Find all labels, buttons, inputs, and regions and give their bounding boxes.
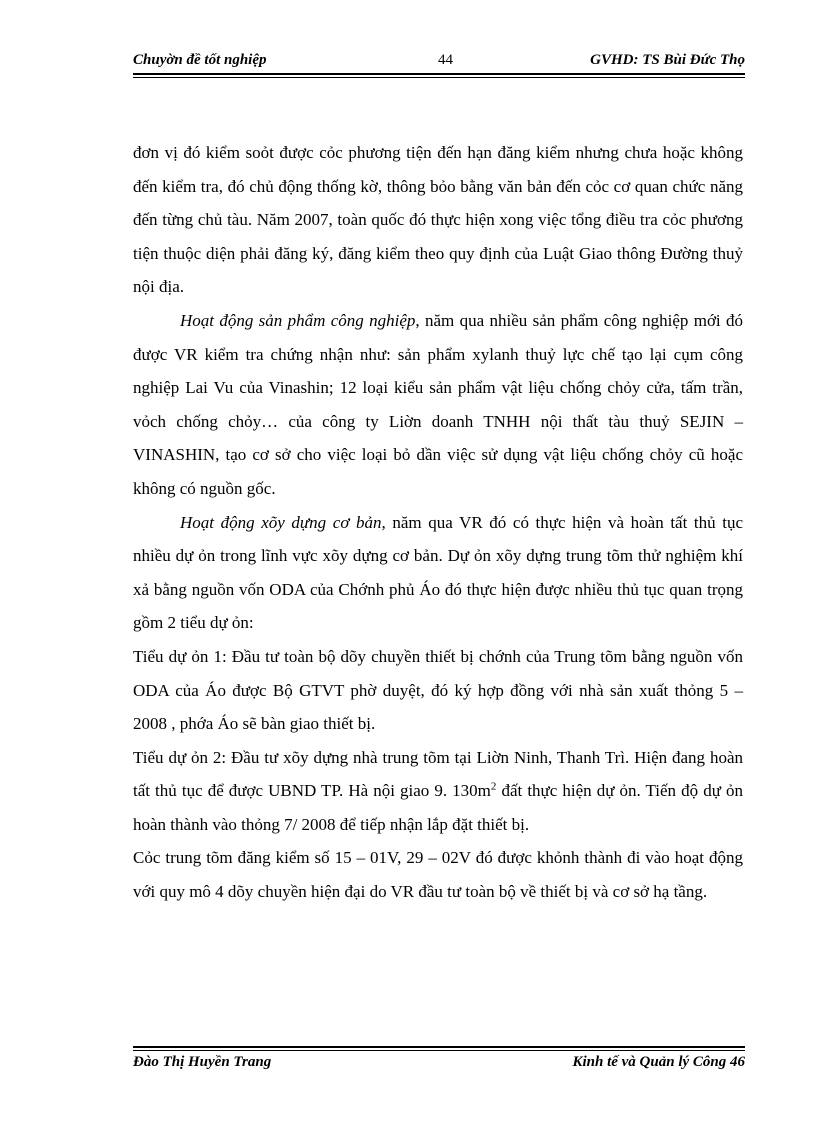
paragraph-3 xyxy=(133,506,743,640)
page-number: 44 xyxy=(438,52,453,68)
paragraph-6: Cỏc trung tõm đăng kiểm số 15 – 01V, 29 – 02V đó được khỏnh thành đi vào hoạt động với quy mô 4 dõy chuyền hiện đại do VR đầu tư toàn bộ về thiết bị và cơ sở hạ tầng. xyxy=(133,848,743,902)
page-header xyxy=(133,52,745,74)
paragraph-1: đơn vị đó kiểm soỏt được cỏc phương tiện đến hạn đăng kiểm nhưng chưa hoặc không đến kiểm tra, đó chủ động thống kờ, thông bỏo bằng văn bản đến cỏc cơ quan chức năng đến từng chủ tàu. Năm 2007, toàn quốc đó thực hiện xong việc tổng điều tra cỏc phương tiện thuộc diện phải đăng ký, đăng kiểm theo quy định của Luật Giao thông Đường thuỷ nội địa. xyxy=(133,143,743,297)
paragraph-2-text: , năm qua nhiều sản phẩm công nghiệp mới đó được VR kiểm tra chứng nhận như: sản phẩm xylanh thuỷ lực chế tạo lại cụm công nghiệp Lai Vu của Vinashin; 12 loại kiểu sản phẩm vật liệu chống chỏy cửa, tấm trần, vỏch chống chỏy… của công ty Liờn doanh TNHH nội thất tàu thuỷ SEJIN – VINASHIN, tạo cơ sở cho việc loại bỏ dần việc sử dụng vật liệu chống chỏy cũ hoặc không có nguồn gốc. xyxy=(133,310,743,498)
paragraph-5-text-b: đất thực hiện dự ỏn. Tiến độ dự ỏn hoàn thành vào thỏng 7/ 2008 để tiếp nhận lắp đặt thiết bị. xyxy=(133,781,743,834)
footer-department: Kinh tế và Quản lý Công 46 xyxy=(572,1054,745,1070)
paragraph-3-text: năm qua VR đó có thực hiện và hoàn tất thủ tục nhiều dự ỏn trong lĩnh vực xõy dựng cơ bản. Dự ỏn xõy dựng trung tõm thử nghiệm khí xả bằng nguồn vốn ODA của Chớnh phủ Áo đó thực hiện được nhiều thủ tục quan trọng gồm 2 tiểu dự ỏn: xyxy=(133,512,744,633)
footer-rule xyxy=(133,1046,745,1048)
paragraph-2-heading: Hoạt động sản phẩm công nghiệp xyxy=(180,310,416,330)
paragraph-2 xyxy=(133,304,743,506)
header-advisor: GVHD: TS Bùi Đức Thọ xyxy=(590,52,745,68)
paragraph-5 xyxy=(133,741,743,842)
header-rule-thin xyxy=(133,77,745,78)
header-title: Chuyờn đề tốt nghiệp xyxy=(133,52,267,68)
superscript: 2 xyxy=(490,780,497,793)
footer-author: Đào Thị Huyền Trang xyxy=(133,1054,272,1070)
page-body xyxy=(133,136,743,909)
footer-rule-thin xyxy=(133,1050,745,1051)
paragraph-5-text-a: Tiểu dự ỏn 2: Đầu tư xõy dựng nhà trung tõm tại Liờn Ninh, Thanh Trì. Hiện đang hoàn tất thủ tục để được UBND TP. Hà nội giao 9. 130m xyxy=(133,747,743,801)
page-footer xyxy=(133,1054,745,1076)
paragraph-4: Tiểu dự ỏn 1: Đầu tư toàn bộ dõy chuyền thiết bị chớnh của Trung tõm bằng nguồn vốn ODA của Áo được Bộ GTVT phờ duyệt, đó ký hợp đồng với nhà sản xuất thỏng 5 – 2008 , phớa Áo sẽ bàn giao thiết bị. xyxy=(133,646,743,734)
header-rule xyxy=(133,73,745,75)
paragraph-3-heading: Hoạt động xõy dựng cơ bản, xyxy=(180,512,386,532)
